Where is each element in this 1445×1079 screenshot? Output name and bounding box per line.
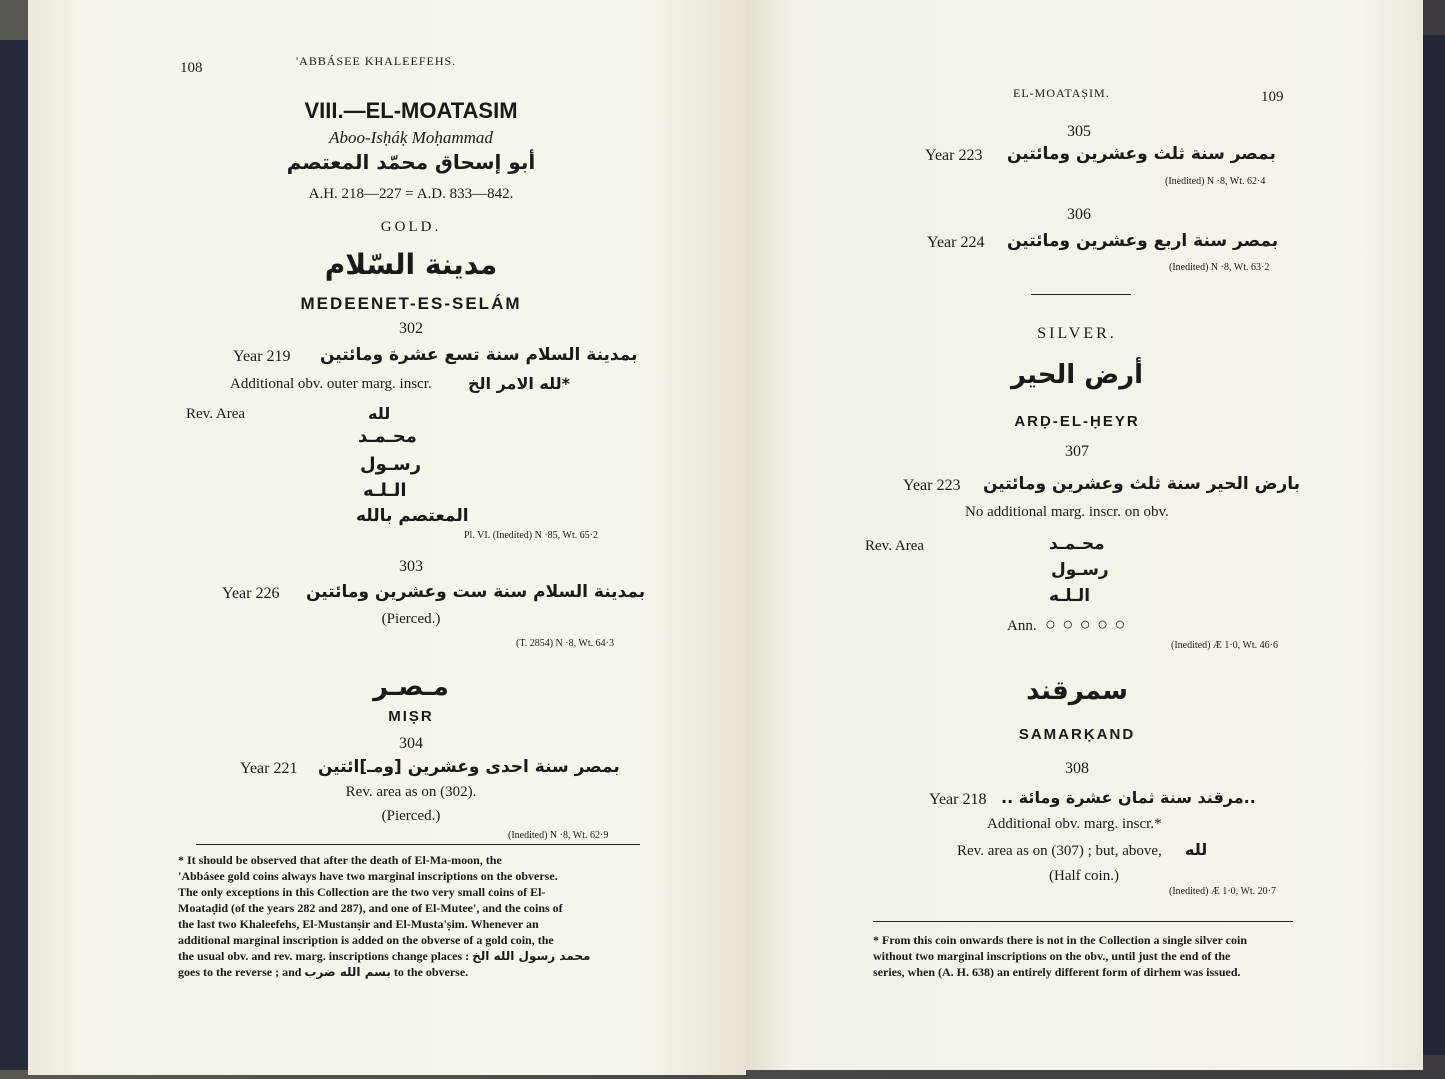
footnote-right-line-3: series, when (A. H. 638) an entirely different form of dirhem was issued. xyxy=(873,965,1241,979)
ref-304: (Inedited) N ·8, Wt. 62·9 xyxy=(508,830,609,841)
book-cover-right-edge xyxy=(1421,35,1445,1055)
rev-area-label-302: Rev. Area xyxy=(186,406,246,422)
dates: A.H. 218—227 = A.D. 833—842. xyxy=(308,186,514,202)
rev-note-arabic-308: لله xyxy=(1185,840,1208,859)
footnote-rule xyxy=(196,844,640,845)
rev-line-307-2: رسـول xyxy=(1051,560,1109,580)
rev-note-304: Rev. area as on (302). xyxy=(345,784,477,800)
year-label-304: Year 221 xyxy=(240,760,298,777)
inscription-307: بارض الحير سنة ثلث وعشرين ومائتين xyxy=(983,474,1301,494)
mint-name-samarkand: SAMARḲAND xyxy=(1018,726,1136,743)
footnote-right-line-1: * From this coin onwards there is not in the Collection a single silver coin xyxy=(873,933,1247,947)
ref-308: (Inedited) Æ 1·0, Wt. 20·7 xyxy=(1169,886,1277,897)
mint-arabic-misr: مـصـر xyxy=(373,672,449,702)
right-page xyxy=(745,0,1423,1070)
ref-303: (T. 2854) N ·8, Wt. 64·3 xyxy=(516,638,614,649)
year-label-305: Year 223 xyxy=(925,147,983,164)
footnote-line-1: * It should be observed that after the death of El-Ma-moon, the xyxy=(178,853,502,867)
additional-inscr-308: Additional obv. marg. inscr.* xyxy=(987,816,1162,832)
mint-arabic-samarkand: سمرقند xyxy=(1026,676,1128,706)
footnote-right-line-2: without two marginal inscriptions on the obv., until just the end of the xyxy=(873,949,1231,963)
coin-number-303: 303 xyxy=(399,558,423,575)
footnote-left xyxy=(178,852,648,980)
rev-line-5: المعتصم بالله xyxy=(356,506,469,526)
coin-number-306: 306 xyxy=(1067,206,1091,223)
inscription-303: بمدينة السلام سنة ست وعشرين ومائتين xyxy=(306,582,646,602)
footnote-line-8-text: goes to the reverse ; and xyxy=(178,965,302,979)
mint-name-misr: MIṢR xyxy=(388,708,434,725)
footnote-line-8-end: to the obverse. xyxy=(393,965,469,979)
subtitle-arabic: أبو إسحاق محمّد المعتصم xyxy=(286,150,536,174)
coin-number-307: 307 xyxy=(1065,443,1089,460)
metal-gold: GOLD. xyxy=(380,219,442,235)
rev-line-4: الـلـه xyxy=(363,480,407,501)
inscription-308: ..مرقند سنة ثمان عشرة ومائة .. xyxy=(1001,788,1256,807)
footnote-rule-right xyxy=(873,921,1293,922)
no-additional-307: No additional marg. inscr. on obv. xyxy=(965,504,1169,520)
rev-line-2: محـمـد xyxy=(358,426,417,447)
pierced-303: (Pierced.) xyxy=(381,611,441,627)
footnote-line-7-text: the usual obv. and rev. marg. inscriptions change places : xyxy=(178,949,470,963)
running-head: 'ABBÁSEE KHALEEFEHS. xyxy=(296,54,457,68)
metal-silver: SILVER. xyxy=(1037,325,1117,342)
inscription-302: بمدينة السلام سنة تسع عشرة ومائتين xyxy=(320,345,638,365)
section-divider xyxy=(1031,294,1131,295)
footnote-line-8-arabic: بسم الله ضرب xyxy=(304,965,391,979)
year-label-303: Year 226 xyxy=(222,585,280,602)
rev-line-307-3: الـلـه xyxy=(1049,586,1091,606)
rev-line-307-1: محـمـد xyxy=(1049,534,1105,554)
year-label-306: Year 224 xyxy=(927,234,985,251)
coin-number-304: 304 xyxy=(399,735,423,752)
year-label-302: Year 219 xyxy=(233,348,291,365)
section-title: VIII.—EL-MOATASIM xyxy=(304,98,518,123)
ann-label-307: Ann. xyxy=(1007,618,1037,634)
rev-line-3: رسـول xyxy=(360,454,422,475)
subtitle-latin: Aboo-Isḥáḳ Moḥammad xyxy=(329,128,493,147)
footnote-line-7 xyxy=(178,948,648,964)
year-label-308: Year 218 xyxy=(929,791,987,808)
mint-arabic-medeenet: مدينة السّلام xyxy=(324,248,498,281)
rev-line-1: لله xyxy=(368,404,391,423)
ref-307: (Inedited) Æ 1·0, Wt. 46·6 xyxy=(1171,640,1279,651)
rev-area-label-307: Rev. Area xyxy=(865,538,925,554)
footnote-right xyxy=(873,932,1403,980)
page-number-108: 108 xyxy=(180,60,203,76)
coin-number-302: 302 xyxy=(399,320,423,337)
additional-arabic-302: *لله الامر الخ xyxy=(468,374,571,393)
left-page xyxy=(28,0,746,1075)
page-number-109: 109 xyxy=(1261,89,1284,105)
footnote-line-3: The only exceptions in this Collection are the two very small coins of El- xyxy=(178,885,546,899)
inscription-304: بمصر سنة احدى وعشرين [ومـ]ائتين xyxy=(318,757,620,777)
mint-arabic-ard-el-heyr: أرض الحير xyxy=(1010,360,1144,390)
additional-inscr-302: Additional obv. outer marg. inscr. xyxy=(230,376,432,392)
ref-302: Pl. VI. (Inedited) N ·85, Wt. 65·2 xyxy=(464,530,599,541)
coin-number-308: 308 xyxy=(1065,760,1089,777)
annulets-307: ○ ○ ○ ○ ○ xyxy=(1045,614,1127,634)
footnote-line-5: the last two Khaleefehs, El-Mustanṣir and El-Musta'ṣim. Whenever an xyxy=(178,917,539,931)
footnote-line-4: Moataḍid (of the years 282 and 287), and one of El-Mutee', and the coins of xyxy=(178,901,563,915)
half-coin-308: (Half coin.) xyxy=(1049,868,1119,884)
ref-306: (Inedited) N ·8, Wt. 63·2 xyxy=(1169,262,1270,273)
inscription-306: بمصر سنة اربع وعشرين ومائتين xyxy=(1007,231,1279,251)
footnote-line-2: 'Abbásee gold coins always have two marginal inscriptions on the obverse. xyxy=(178,869,558,883)
coin-number-305: 305 xyxy=(1067,123,1091,140)
footnote-line-6: additional marginal inscription is added on the obverse of a gold coin, the xyxy=(178,933,554,947)
mint-name-medeenet: MEDEENET-ES-SELÁM xyxy=(300,294,522,313)
pierced-304: (Pierced.) xyxy=(381,808,441,824)
year-label-307: Year 223 xyxy=(903,477,961,494)
inscription-305: بمصر سنة ثلث وعشرين ومائتين xyxy=(1007,144,1276,164)
mint-name-ard-el-heyr: ARḌ-EL-ḤEYR xyxy=(1014,413,1140,430)
footnote-line-8 xyxy=(178,964,648,980)
rev-note-308: Rev. area as on (307) ; but, above, xyxy=(957,843,1162,859)
ref-305: (Inedited) N ·8, Wt. 62·4 xyxy=(1165,176,1266,187)
footnote-line-7-arabic: محمد رسول الله الخ xyxy=(472,949,591,963)
running-head-right: EL-MOATAṢIM. xyxy=(1013,86,1110,100)
